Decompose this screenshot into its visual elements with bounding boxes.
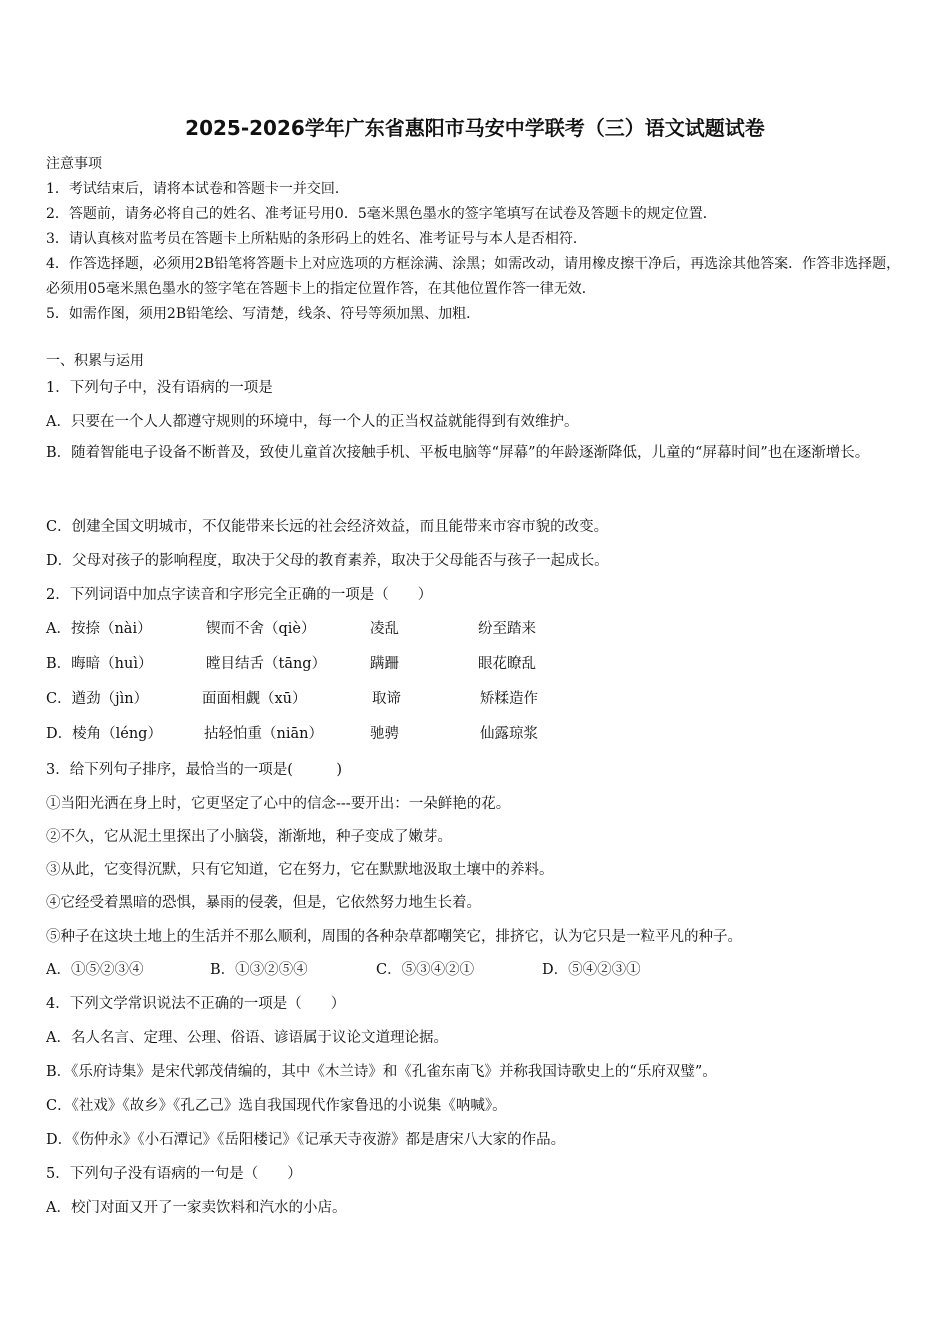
option-cell: D．棱角（léng） <box>46 726 162 742</box>
notice-item: 3．请认真核对监考员在答题卡上所粘贴的条形码上的姓名、准考证号与本人是否相符． <box>46 231 587 247</box>
question-1-option-c: C．创建全国文明城市，不仅能带来长远的社会经济效益，而且能带来市容市貌的改变。 <box>46 519 609 535</box>
section-heading: 一、积累与运用 <box>46 353 144 369</box>
option-cell: B．①③②⑤④ <box>210 962 308 978</box>
question-4-option-b: B．《乐府诗集》是宋代郭茂倩编的，其中《木兰诗》和《孔雀东南飞》并称我国诗歌史上的“乐府双璧”。 <box>46 1064 717 1080</box>
option-cell: 眼花瞭乱 <box>478 656 536 672</box>
option-cell: A．按捺（nài） <box>46 621 152 637</box>
question-3-sentence: ⑤种子在这块土地上的生活并不那么顺利，周围的各种杂草都嘲笑它，排挤它，认为它只是一粒平凡的种子。 <box>46 929 742 945</box>
question-5-stem: 5．下列句子没有语病的一句是（ ） <box>46 1166 302 1182</box>
notice-item: 2．答题前，请务必将自己的姓名、准考证号用0．5毫米黑色墨水的签字笔填写在试卷及答题卡的规定位置． <box>46 206 717 222</box>
option-cell: B．晦暗（huì） <box>46 656 153 672</box>
page-title: 2025-2026学年广东省惠阳市马安中学联考（三）语文试题试卷 <box>185 116 765 140</box>
question-1-option-b: B．随着智能电子设备不断普及，致使儿童首次接触手机、平板电脑等“屏幕”的年龄逐渐降低，儿童的“屏幕时间”也在逐渐增长。 <box>46 445 870 461</box>
option-cell: 锲而不舍（qiè） <box>206 621 316 637</box>
option-cell: 瞠目结舌（tāng） <box>206 656 327 672</box>
option-cell: C．⑤③④②① <box>376 962 475 978</box>
option-cell: 拈轻怕重（niān） <box>204 726 323 742</box>
notice-item: 5．如需作图，须用2B铅笔绘、写清楚，线条、符号等须加黑、加粗． <box>46 306 481 322</box>
question-1-stem: 1．下列句子中，没有语病的一项是 <box>46 380 273 396</box>
notice-heading: 注意事项 <box>46 156 102 172</box>
question-5-option-a: A．校门对面又开了一家卖饮料和汽水的小店。 <box>46 1200 347 1216</box>
option-cell: 驰骋 <box>370 726 399 742</box>
question-2-stem: 2．下列词语中加点字读音和字形完全正确的一项是（ ） <box>46 587 433 603</box>
option-cell: 纷至踏来 <box>478 621 536 637</box>
notice-item: 1．考试结束后，请将本试卷和答题卡一并交回． <box>46 181 349 197</box>
option-cell: 面面相觑（xū） <box>202 691 307 707</box>
notice-block <box>46 152 906 327</box>
option-cell: 蹒跚 <box>370 656 399 672</box>
question-3-sentence: ①当阳光洒在身上时，它更坚定了心中的信念---要开出：一朵鲜艳的花。 <box>46 796 511 812</box>
option-cell: A．①⑤②③④ <box>46 962 144 978</box>
question-4-stem: 4．下列文学常识说法不正确的一项是（ ） <box>46 996 346 1012</box>
notice-item: 4．作答选择题，必须用2B铅笔将答题卡上对应选项的方框涂满、涂黑；如需改动，请用橡皮擦干净后，再选涂其他答案．作答非选择题，必须用05毫米黑色墨水的签字笔在答题卡上的指定位置作答，在其他位置作答一律无效． <box>46 256 901 297</box>
question-1-option-a: A．只要在一个人人都遵守规则的环境中，每一个人的正当权益就能得到有效维护。 <box>46 414 579 430</box>
option-cell: 取谛 <box>372 691 401 707</box>
question-3-sentence: ④它经受着黑暗的恐惧，暴雨的侵袭，但是，它依然努力地生长着。 <box>46 895 481 911</box>
question-3-stem: 3．给下列句子排序，最恰当的一项是( ) <box>46 762 343 778</box>
question-3-sentence: ②不久，它从泥土里探出了小脑袋，渐渐地，种子变成了嫩芽。 <box>46 829 452 845</box>
option-cell: 仙露琼浆 <box>480 726 538 742</box>
question-4-option-a: A．名人名言、定理、公理、俗语、谚语属于议论文道理论据。 <box>46 1030 448 1046</box>
question-4-option-d: D．《伤仲永》《小石潭记》《岳阳楼记》《记承天寺夜游》都是唐宋八大家的作品。 <box>46 1132 566 1148</box>
question-4-option-c: C．《社戏》《故乡》《孔乙己》选自我国现代作家鲁迅的小说集《呐喊》。 <box>46 1098 507 1114</box>
question-3-sentence: ③从此，它变得沉默，只有它知道，它在努力，它在默默地汲取土壤中的养料。 <box>46 862 554 878</box>
option-cell: 凌乱 <box>370 621 399 637</box>
question-1-option-d: D．父母对孩子的影响程度，取决于父母的教育素养，取决于父母能否与孩子一起成长。 <box>46 553 609 569</box>
option-cell: 矫糅造作 <box>480 691 538 707</box>
option-cell: D．⑤④②③① <box>542 962 641 978</box>
option-cell: C．遒劲（jìn） <box>46 691 149 707</box>
